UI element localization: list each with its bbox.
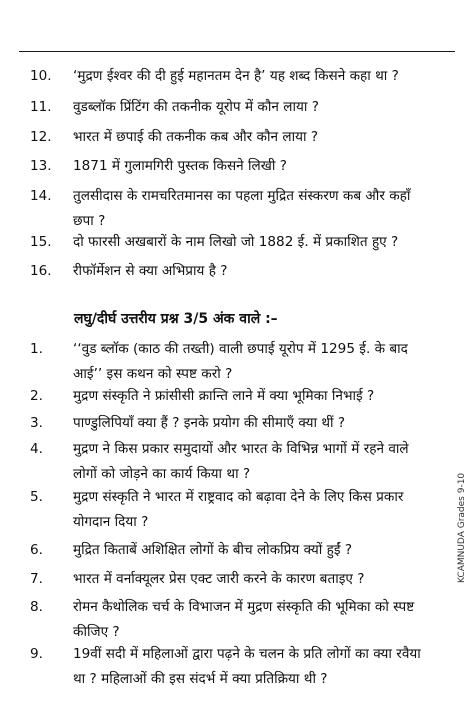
question-number: 1. — [30, 341, 43, 357]
question-item — [0, 154, 474, 179]
question-text-line: पाण्डुलिपियाँ क्या हैं ? इनके प्रयोग की सीमाएँ क्या थीं ? — [73, 415, 346, 431]
question-text-line: मुद्रण संस्कृति ने भारत में राष्ट्रवाद को बढ़ावा देने के लिए किस प्रकार — [73, 489, 404, 505]
question-item — [0, 230, 474, 255]
question-number: 9. — [30, 646, 43, 662]
question-text-line: मुद्रण संस्कृति ने फ्रांसीसी क्रान्ति लाने में क्या भूमिका निभाई ? — [73, 388, 375, 404]
question-number: 7. — [30, 571, 43, 587]
question-item — [0, 125, 474, 150]
question-text-line: योगदान दिया ? — [73, 514, 149, 530]
question-item — [0, 437, 474, 487]
question-number: 3. — [30, 415, 43, 431]
question-number: 15. — [30, 234, 52, 250]
question-text-line: ‘मुद्रण ईश्वर की दी हुई महानतम देन है’ यह शब्द किसने कहा था ? — [73, 68, 399, 84]
question-text-line: वुडब्लॉक प्रिंटिंग की तकनीक यूरोप में कौन लाया ? — [73, 99, 319, 115]
question-item — [0, 538, 474, 563]
question-item — [0, 642, 474, 692]
question-item — [0, 184, 474, 234]
question-number: 14. — [30, 188, 52, 204]
question-item — [0, 411, 474, 436]
question-text-line: छपा ? — [73, 213, 106, 229]
question-text-line: ‘‘वुड ब्लॉक (काठ की तख्ती) वाली छपाई यूरोप में 1295 ई. के बाद — [73, 341, 408, 357]
question-text-line: तुलसीदास के रामचरितमानस का पहला मुद्रित संस्करण कब और कहाँ — [73, 188, 411, 204]
question-number: 13. — [30, 158, 52, 174]
question-item — [0, 337, 474, 387]
question-text-line: था ? महिलाओं की इस संदर्भ में क्या प्रतिक्रिया थी ? — [73, 671, 328, 687]
side-margin-text: KCAMNUDA Grades 9-10 — [457, 472, 467, 583]
question-number: 16. — [30, 263, 52, 279]
question-item — [0, 485, 474, 535]
question-text-line: लोगों को जोड़ने का कार्य किया था ? — [73, 466, 251, 482]
section-heading: लघु/दीर्घ उत्तरीय प्रश्न 3/5 अंक वाले :– — [74, 311, 278, 327]
question-text-line: रीफॉर्मेशन से क्या अभिप्राय है ? — [73, 263, 228, 279]
question-text-line: रोमन कैथोलिक चर्च के विभाजन में मुद्रण संस्कृति की भूमिका को स्पष्ट — [73, 599, 415, 615]
question-number: 5. — [30, 489, 43, 505]
question-number: 12. — [30, 129, 52, 145]
question-number: 4. — [30, 441, 43, 457]
question-text-line: आई’’ इस कथन को स्पष्ट करो ? — [73, 366, 233, 382]
question-item — [0, 384, 474, 409]
question-item — [0, 259, 474, 284]
question-text-line: दो फारसी अखबारों के नाम लिखो जो 1882 ई. में प्रकाशित हुए ? — [73, 234, 399, 250]
question-number: 11. — [30, 99, 52, 115]
question-text-line: 19वीं सदी में महिलाओं द्वारा पढ़ने के चलन के प्रति लोगों का क्या रवैया — [73, 646, 421, 662]
question-number: 2. — [30, 388, 43, 404]
question-number: 6. — [30, 542, 43, 558]
question-text-line: मुद्रित किताबें अशिक्षित लोगों के बीच लोकप्रिय क्यों हुईं ? — [73, 542, 353, 558]
question-text-line: 1871 में गुलामगिरी पुस्तक किसने लिखी ? — [73, 158, 287, 174]
question-number: 8. — [30, 599, 43, 615]
question-text-line: कीजिए ? — [73, 624, 120, 640]
question-item — [0, 567, 474, 592]
question-text-line: मुद्रण ने किस प्रकार समुदायों और भारत के विभिन्न भागों में रहने वाले — [73, 441, 409, 457]
question-item — [0, 595, 474, 645]
question-item — [0, 95, 474, 120]
question-number: 10. — [30, 68, 52, 84]
question-text-line: भारत में छपाई की तकनीक कब और कौन लाया ? — [73, 129, 319, 145]
top-rule — [19, 51, 455, 52]
question-text-line: भारत में वर्नाक्यूलर प्रेस एक्ट जारी करने के कारण बताइए ? — [73, 571, 365, 587]
question-item — [0, 64, 474, 89]
